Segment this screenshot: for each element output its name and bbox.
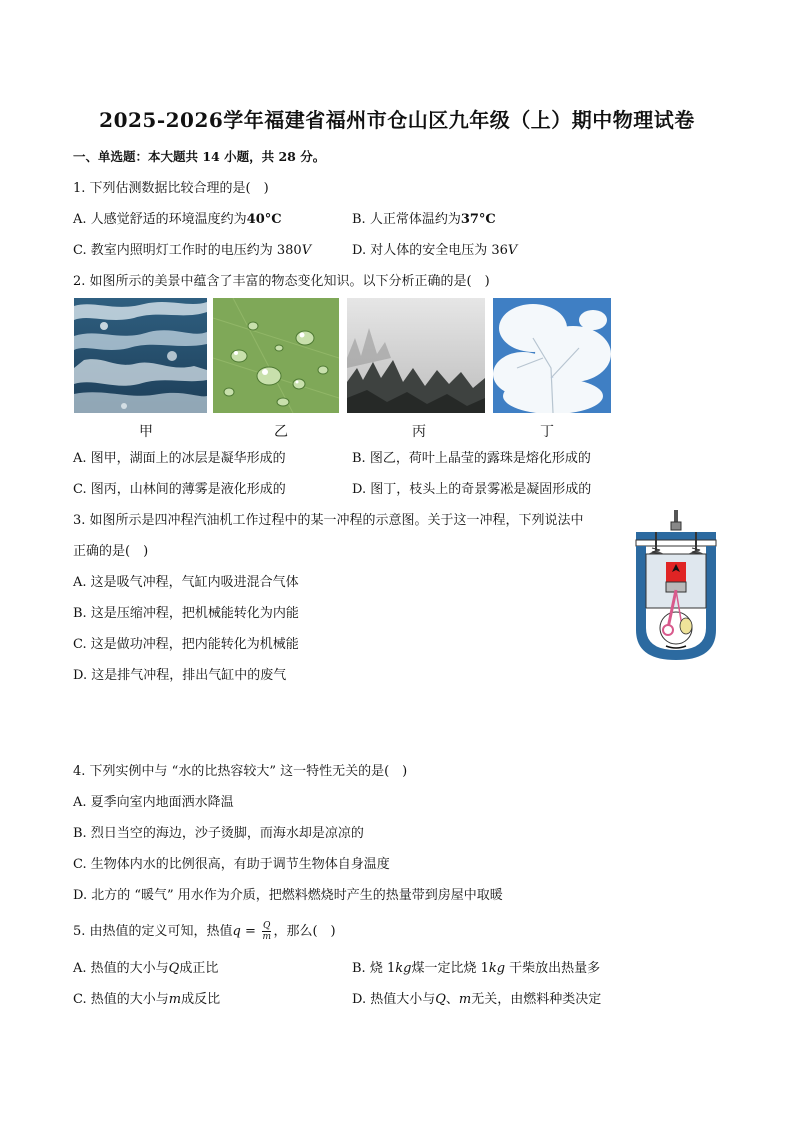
q5-option-b: B. 烧 1kg煤一定比烧 1kg 干柴放出热量多: [352, 961, 601, 976]
q5-option-d: D. 热值大小与Q、m无关，由燃料种类决定: [352, 992, 602, 1007]
q5-stem: 5. 由热值的定义可知，热值q = $\frac{Q}{m}$ ，那么( ): [73, 921, 336, 942]
q5-fraction: $\frac{Q}{m}$: [262, 921, 272, 942]
q5-option-a: A. 热值的大小与Q成正比: [73, 961, 219, 976]
q2-option-b: B. 图乙，荷叶上晶莹的露珠是熔化形成的: [352, 451, 591, 466]
q4-option-b: B. 烈日当空的海边，沙子烫脚，而海水却是凉凉的: [73, 826, 364, 841]
q1-stem: 1. 下列估测数据比较合理的是( ): [73, 181, 269, 196]
photo-label-bing: 丙: [412, 424, 426, 440]
q4-stem: 4. 下列实例中与 “水的比热容较大” 这一特性无关的是( ): [73, 764, 408, 779]
q3-stem-line2: 正确的是( ): [73, 544, 149, 559]
page-title: 2025-2026学年福建省福州市仓山区九年级（上）期中物理试卷: [99, 108, 695, 132]
q5-option-c: C. 热值的大小与m成反比: [73, 992, 221, 1007]
q1-option-d: D. 对人体的安全电压为 36V: [352, 243, 518, 258]
section-heading: 一、单选题：本大题共 14 小题，共 28 分。: [73, 149, 326, 164]
q4-option-d: D. 北方的 “暖气” 用水作为介质，把燃料燃烧时产生的热量带到房屋中取暖: [73, 888, 503, 903]
q3-stem-line1: 3. 如图所示是四冲程汽油机工作过程中的某一冲程的示意图。关于这一冲程，下列说法中: [73, 513, 584, 528]
photo-dew-on-leaf: [213, 298, 339, 413]
q4-option-c: C. 生物体内水的比例很高，有助于调节生物体自身温度: [73, 857, 390, 872]
photo-label-jia: 甲: [139, 424, 153, 440]
q1-option-a: A. 人感觉舒适的环境温度约为40°C: [73, 212, 282, 227]
photo-misty-forest: [347, 298, 485, 413]
q2-option-d: D. 图丁，枝头上的奇景雾凇是凝固形成的: [352, 482, 592, 497]
q3-option-c: C. 这是做功冲程，把内能转化为机械能: [73, 637, 299, 652]
q3-option-d: D. 这是排气冲程，排出气缸中的废气: [73, 668, 287, 683]
q3-option-b: B. 这是压缩冲程，把机械能转化为内能: [73, 606, 299, 621]
q3-option-a: A. 这是吸气冲程，气缸内吸进混合气体: [73, 575, 299, 590]
photo-label-ding: 丁: [540, 424, 554, 440]
q1-option-c: C. 教室内照明灯工作时的电压约为 380V: [73, 243, 312, 258]
q2-stem: 2. 如图所示的美景中蕴含了丰富的物态变化知识。以下分析正确的是( ): [73, 274, 490, 289]
q2-option-a: A. 图甲，湖面上的冰层是凝华形成的: [73, 451, 286, 466]
q1-option-b: B. 人正常体温约为37°C: [352, 212, 496, 227]
photo-frozen-lake: [74, 298, 207, 413]
q2-option-c: C. 图丙，山林间的薄雾是液化形成的: [73, 482, 286, 497]
engine-stroke-diagram: [632, 510, 720, 666]
photo-label-yi: 乙: [274, 424, 288, 440]
q4-option-a: A. 夏季向室内地面洒水降温: [73, 795, 234, 810]
photo-rime-tree: [493, 298, 611, 413]
